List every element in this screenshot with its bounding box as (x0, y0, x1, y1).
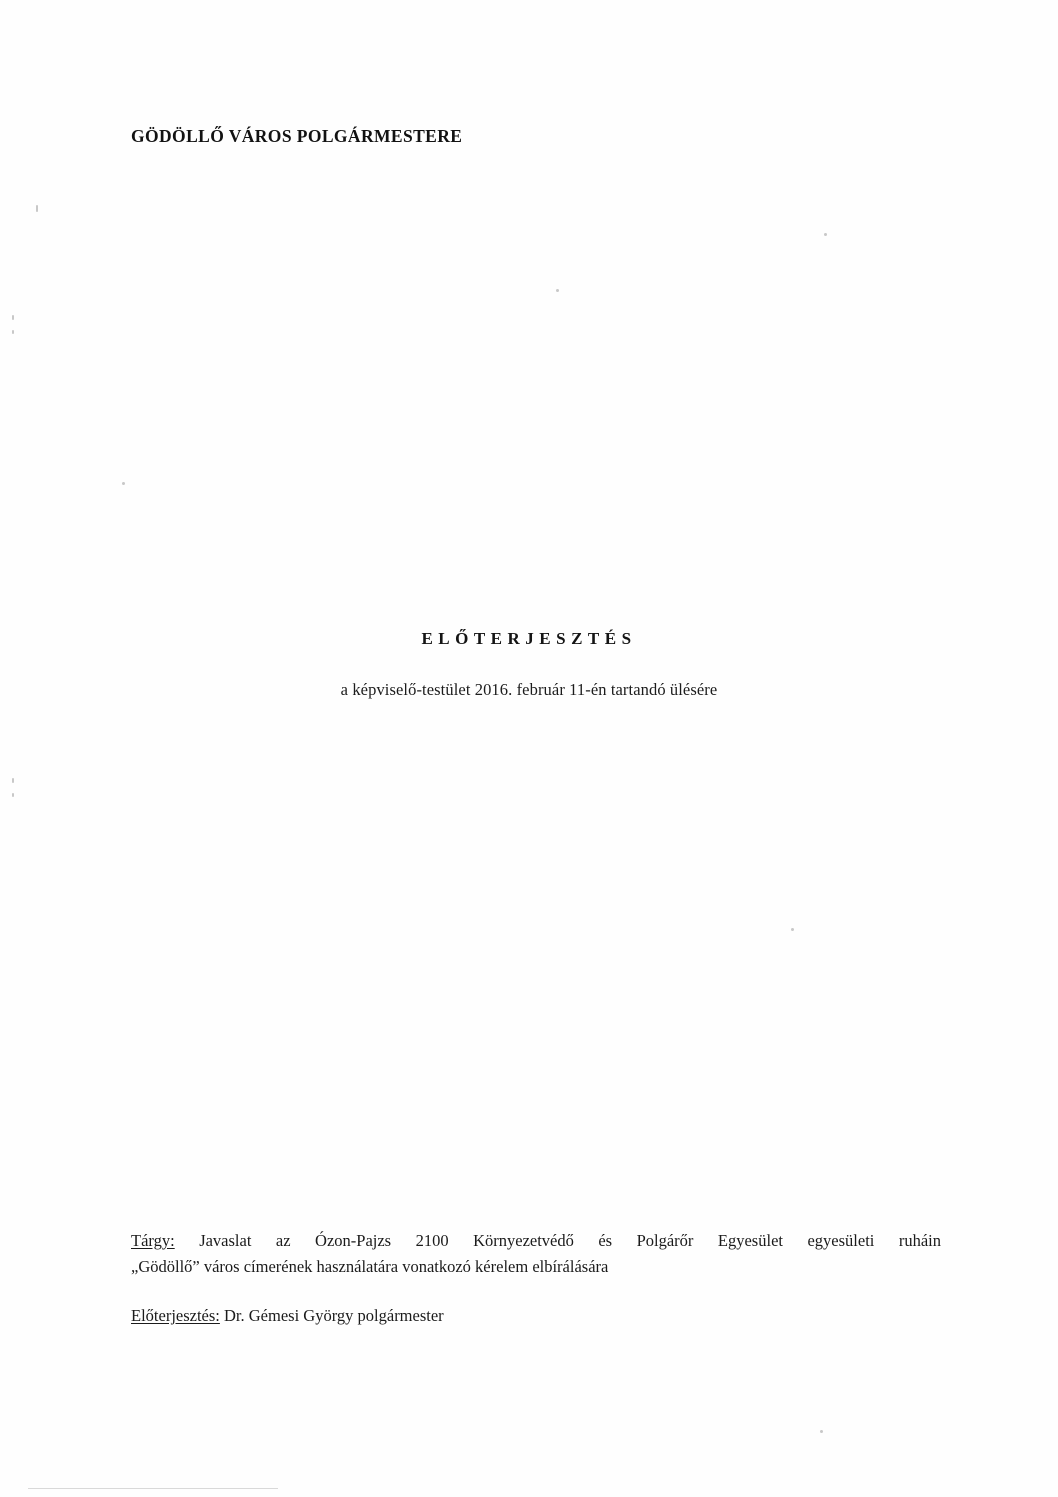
subject-text-line-1: Javaslat az Ózon-Pajzs 2100 Környezetvédő és Polgárőr Egyesület egyesületi ruháin (199, 1231, 941, 1250)
issuing-office-heading: GÖDÖLLŐ VÁROS POLGÁRMESTERE (131, 126, 463, 146)
scan-speck (824, 233, 827, 236)
scan-edge-artifact (28, 1488, 278, 1489)
subject-block (131, 1228, 941, 1280)
scan-speck (36, 205, 38, 212)
scan-speck (556, 289, 559, 292)
scan-speck (791, 928, 794, 931)
scan-speck (12, 315, 14, 320)
scan-speck (122, 482, 125, 485)
subject-line-1 (131, 1228, 941, 1254)
presenter-name: Dr. Gémesi György polgármester (224, 1306, 444, 1325)
presenter-label: Előterjesztés: (131, 1306, 220, 1325)
meeting-subtitle: a képviselő-testület 2016. február 11-én tartandó ülésére (340, 680, 718, 699)
presenter-block (131, 1303, 941, 1329)
page-title: ELŐTERJESZTÉS (421, 629, 637, 648)
subject-text-line-2: „Gödöllő” város címerének használatára vonatkozó kérelem elbírálására (131, 1257, 609, 1276)
scan-speck (820, 1430, 823, 1433)
scan-speck (12, 793, 14, 797)
subject-label: Tárgy: (131, 1231, 175, 1250)
scan-speck (12, 778, 14, 783)
scan-speck (12, 330, 14, 334)
